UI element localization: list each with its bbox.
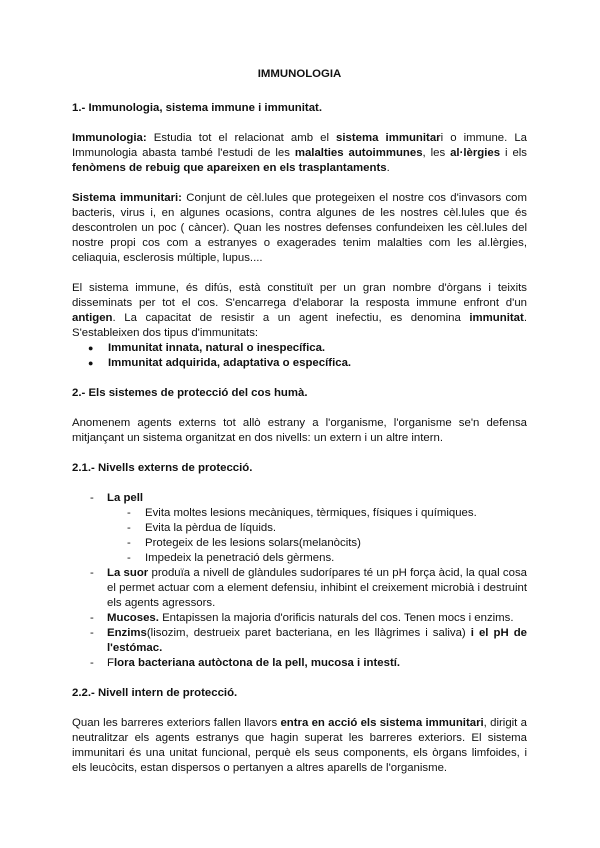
list-item-pell: - La pell - Evita moltes lesions mecàniques, tèrmiques, físiques i químiques. - Evita la pèrdua de líquids. - Protegeix de les lesions solars(melanòcits) - Impedeix la penetració dels gèrmens. — [90, 491, 527, 566]
list-item: - Protegeix de les lesions solars(melanòcits) — [127, 536, 527, 551]
section-2-heading: 2.- Els sistemes de protecció del cos humà. — [72, 387, 308, 399]
sistema-immunitari-paragraph: Sistema immunitari: Conjunt de cèl.lules que protegeixen el nostre cos d'invasors com bacteris, virus i, en algunes ocasions, contra algunes de les nostres cèl.lules que és descontrolen un poc ( càncer). Quan les nostres defenses confundeixen les cèl.lules del nostre propi cos com a estranyes o exagerades tenim malalties com les al.lèrgies, celiaquia, esclerosis múltiple, lupus.... — [72, 192, 527, 264]
sistema-immune-paragraph: El sistema immune, és difús, està constituït per un gran nombre d'òrgans i teixits disseminats per tot el cos. S'encarrega d'elaborar la resposta immune enfront d'un antigen. La capacitat de resistir a un agent inefectiu, es denomina immunitat. S'estableixen dos tipus d'immunitats: — [72, 282, 527, 339]
section-2-1-heading: 2.1.- Nivells externs de protecció. — [72, 462, 253, 474]
list-item-enzims: - Enzims(lisozim, destrueix paret bacteriana, en les llàgrimes i saliva) i el pH de l'estómac. — [90, 626, 527, 656]
pell-sublist — [107, 506, 527, 566]
external-protection-list — [72, 491, 527, 671]
immunity-types-list — [72, 341, 527, 371]
immunologia-paragraph: Immunologia: Estudia tot el relacionat amb el sistema immunitari o immune. La Immunologia abasta també l'estudi de les malalties autoimmunes, les al·lèrgies i els fenòmens de rebuig que apareixen en els trasplantaments. — [72, 132, 528, 174]
section-2-2-paragraph: Quan les barreres exteriors fallen llavors entra en acció els sistema immunitari, dirigit a neutralitzar els agents estranys que hagin superat les barreres exteriors. El sistema immunitari és una unitat funcional, perquè els seus components, els òrgans limfoides, i els leucòcits, estan dispersos o pertanyen a altres aparells de l'organisme. — [72, 717, 527, 774]
list-item: ● Immunitat adquirida, adaptativa o específica. — [88, 356, 527, 371]
list-item: - Impedeix la penetració dels gèrmens. — [127, 551, 527, 566]
list-item-mucoses: - Mucoses. Entapissen la majoria d'orificis naturals del cos. Tenen mocs i enzims. — [90, 611, 527, 626]
section-2-intro: Anomenem agents externs tot allò estrany a l'organisme, l'organisme se'n defensa mitjançant un sistema organitzat en dos nivells: un extern i un altre intern. — [72, 417, 527, 444]
list-item: - Evita la pèrdua de líquids. — [127, 521, 527, 536]
document-title: IMMUNOLOGIA — [257, 68, 342, 80]
list-item-suor: - La suor produïa a nivell de glàndules sudorípares té un pH força àcid, la qual cosa el permet actuar com a element defensiu, inhibint el creixement microbià i destruint els agents agressors. — [90, 566, 527, 611]
list-item: ● Immunitat innata, natural o inespecífica. — [88, 341, 527, 356]
list-item-flora: - Flora bacteriana autòctona de la pell, mucosa i intestí. — [90, 656, 527, 671]
document-page — [72, 68, 527, 776]
section-1-heading: 1.- Immunologia, sistema immune i immunitat. — [72, 102, 323, 114]
list-item: - Evita moltes lesions mecàniques, tèrmiques, físiques i químiques. — [127, 506, 527, 521]
section-2-2-heading: 2.2.- Nivell intern de protecció. — [72, 687, 238, 699]
